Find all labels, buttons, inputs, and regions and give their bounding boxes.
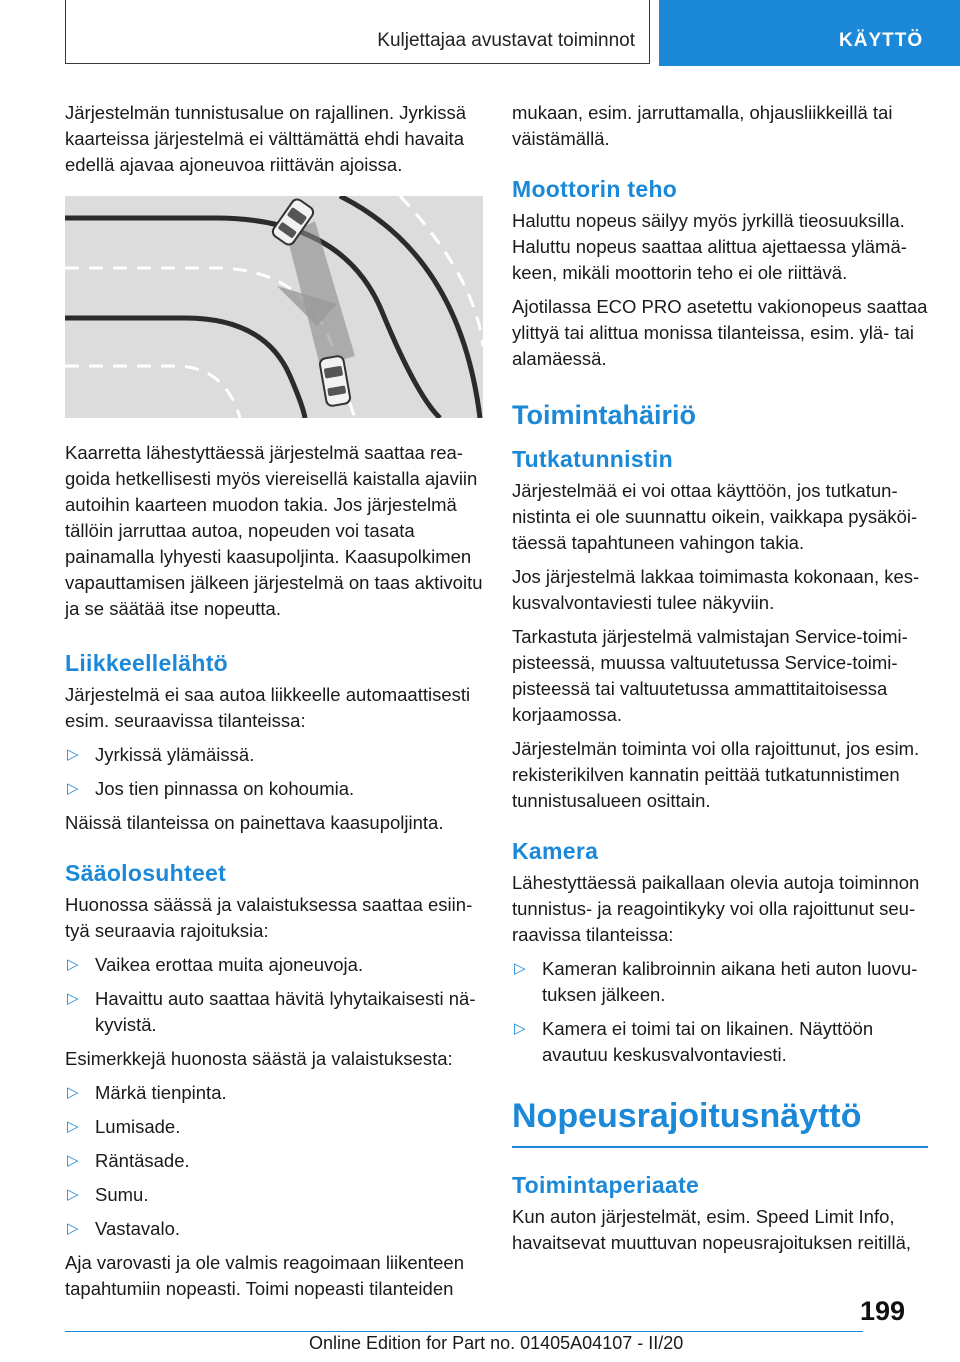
list-item: ▷ Jos tien pinnassa on kohoumia. xyxy=(65,776,485,802)
list-item: ▷ Jyrkissä ylämäissä. xyxy=(65,742,485,768)
principle-heading: Toimintaperiaate xyxy=(512,1172,700,1198)
weather-list xyxy=(65,952,485,1038)
list-item: ▷ Räntäsade. xyxy=(65,1148,485,1174)
triangle-bullet-icon: ▷ xyxy=(67,1118,79,1135)
triangle-bullet-icon: ▷ xyxy=(514,1020,526,1037)
list-item: ▷ Sumu. xyxy=(65,1182,485,1208)
continuation-paragraph: mukaan, esim. jarruttamalla, ohjausliikkeillä tai väistämällä. xyxy=(512,102,893,149)
triangle-bullet-icon: ▷ xyxy=(67,1152,79,1169)
triangle-bullet-icon: ▷ xyxy=(67,1084,79,1101)
camera-heading: Kamera xyxy=(512,838,599,864)
header-tab-label: KÄYTTÖ xyxy=(839,30,924,51)
principle-paragraph: Kun auton järjestelmät, esim. Speed Limit Info, havaitsevat muuttuvan nopeusrajoituksen reitillä, xyxy=(512,1206,912,1253)
camera-paragraph: Lähestyttäessä paikallaan olevia autoja toiminnon tunnistus- ja reagointikyky voi olla rajoittunut seuraavissa tilanteissa: xyxy=(512,872,920,945)
speed-limit-heading: Nopeusrajoitusnäyttö xyxy=(512,1094,928,1148)
list-item: ▷ Märkä tienpinta. xyxy=(65,1080,485,1106)
closing-paragraph: Aja varovasti ja ole valmis reagoimaan liikenteen tapahtumiin nopeasti. Toimi nopeasti tilanteiden xyxy=(65,1252,464,1299)
engine-heading: Moottorin teho xyxy=(512,176,678,202)
list-item: ▷ Kamera ei toimi tai on likainen. Näyttöön avautuu keskusvalvontaviesti. xyxy=(514,1018,874,1065)
start-heading: Liikkeellelähtö xyxy=(65,650,229,676)
examples-paragraph: Esimerkkejä huonosta säästä ja valaistuksesta: xyxy=(65,1048,453,1069)
list-item: ▷ Kameran kalibroinnin aikana heti auton luovutuksen jälkeen. xyxy=(514,958,918,1005)
camera-list xyxy=(512,956,928,1068)
radar-paragraph-4: Järjestelmän toiminta voi olla rajoittunut, jos esim. rekisterikilven kannatin peittää tutkatunnistimen tunnistusalueen osittain. xyxy=(512,738,920,811)
left-column xyxy=(65,100,485,1310)
header-section-box xyxy=(65,0,650,64)
header-section-title: Kuljettajaa avustavat toiminnot xyxy=(377,30,635,51)
header-tab xyxy=(659,0,960,66)
triangle-bullet-icon: ▷ xyxy=(67,956,79,973)
radar-paragraph-1: Järjestelmää ei voi ottaa käyttöön, jos tutkatunnistinta ei ole suunnattu oikein, vaikkapa pysäköitäessä tapahtuneen vahingon takia. xyxy=(512,480,918,553)
engine-paragraph-2: Ajotilassa ECO PRO asetettu vakionopeus saattaa ylittyä tai alittua monissa tilanteissa, esim. ylä- tai alamäessä. xyxy=(512,296,928,369)
triangle-bullet-icon: ▷ xyxy=(67,1186,79,1203)
start-paragraph: Järjestelmä ei saa autoa liikkeelle automaattisesti esim. seuraavissa tilanteissa: xyxy=(65,684,471,731)
triangle-bullet-icon: ▷ xyxy=(67,780,79,797)
radar-paragraph-3: Tarkastuta järjestelmä valmistajan Service-toimipisteessä, muussa valtuutetussa Service-toimipisteessä tai valtuutetussa ammattitaitoisessa korjaamossa. xyxy=(512,626,908,725)
examples-list xyxy=(65,1080,485,1242)
triangle-bullet-icon: ▷ xyxy=(514,960,526,977)
radar-heading: Tutkatunnistin xyxy=(512,446,673,472)
page-number: 199 xyxy=(860,1296,906,1326)
malfunction-heading: Toimintahäiriö xyxy=(512,400,697,430)
list-item: ▷ Havaittu auto saattaa hävitä lyhytaikaisesti näkyvistä. xyxy=(67,988,476,1035)
curve-paragraph: Kaarretta lähestyttäessä järjestelmä saattaa reagoida hetkellisesti myös viereisellä kaistalla ajaviin autoihin kaarteen muodon takia. Jos järjestelmä tällöin jarruttaa autoa, nopeuden voi tasata painamalla lyhyesti kaasupoljinta. Kaasupolkimen vapauttamisen jälkeen järjestelmä on taas aktivoitu ja se säätää itse nopeutta. xyxy=(65,442,483,619)
curve-illustration xyxy=(65,196,483,418)
weather-paragraph: Huonossa säässä ja valaistuksessa saattaa esiintyä seuraavia rajoituksia: xyxy=(65,894,473,941)
footer-divider xyxy=(65,1331,863,1332)
triangle-bullet-icon: ▷ xyxy=(67,990,79,1007)
weather-heading: Sääolosuhteet xyxy=(65,860,227,886)
list-item: ▷ Vastavalo. xyxy=(65,1216,485,1242)
start-list xyxy=(65,742,485,802)
triangle-bullet-icon: ▷ xyxy=(67,746,79,763)
right-column xyxy=(512,100,928,1264)
intro-paragraph: Järjestelmän tunnistusalue on rajallinen. Jyrkissä kaarteissa järjestelmä ei välttämättä ehdi havaita edellä ajavaa ajoneuvoa riittävän ajoissa. xyxy=(65,102,467,175)
list-item: ▷ Lumisade. xyxy=(65,1114,485,1140)
radar-paragraph-2: Jos järjestelmä lakkaa toimimasta kokonaan, keskusvalvontaviesti tulee näkyviin. xyxy=(512,566,920,613)
footer-edition-text: Online Edition for Part no. 01405A04107 - II/20 xyxy=(309,1333,684,1353)
triangle-bullet-icon: ▷ xyxy=(67,1220,79,1237)
start-note: Näissä tilanteissa on painettava kaasupoljinta. xyxy=(65,812,444,833)
list-item: ▷ Vaikea erottaa muita ajoneuvoja. xyxy=(65,952,485,978)
engine-paragraph-1: Haluttu nopeus säilyy myös jyrkillä tieosuuksilla. Haluttu nopeus saattaa alittua ajettaessa ylämäkeen, mikäli moottorin teho ei ole riittävä. xyxy=(512,210,907,283)
